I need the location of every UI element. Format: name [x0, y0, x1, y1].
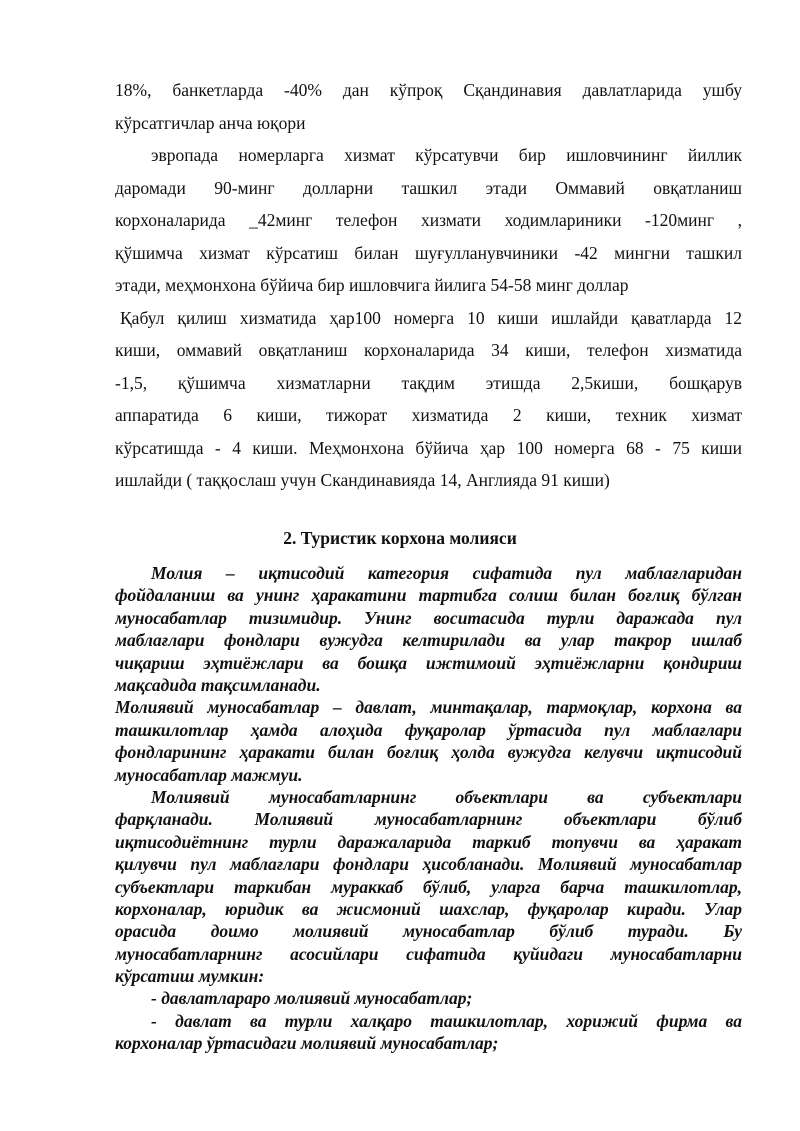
text-line: чиқариш эҳтиёжлари ва бошқа ижтимоий эҳтиёжларни қондириш: [115, 652, 742, 673]
text-line: кўрсатгичлар анча юқори: [115, 112, 306, 133]
text-line: иқтисодиётнинг турли даражаларида таркиб топувчи ва ҳаракат: [115, 831, 742, 852]
intro-paragraph: [115, 74, 742, 497]
text-line: 18%, банкетларда -40% дан кўпроқ Сқандинавия давлатларида ушбу: [115, 80, 742, 100]
text-line: фойдаланиш ва унинг ҳаракатини тартибга солиш билан боғлиқ бўлган: [115, 585, 742, 606]
text-line: муносабатлар тизимидир. Унинг воситасида турли даражада пул: [115, 607, 742, 628]
text-line: корхоналарида _42минг телефон хизмати ходимлариники -120минг ,: [115, 210, 742, 230]
text-line: мақсадида тақсимланади.: [115, 674, 321, 695]
text-line: аппаратида 6 киши, тижорат хизматида 2 киши, техник хизмат: [115, 405, 742, 425]
text-line: субъектлари таркибан мураккаб бўлиб, уларга барча ташкилотлар,: [115, 876, 742, 897]
text-line: фарқланади. Молиявий муносабатларнинг объектлари бўлиб: [115, 809, 742, 830]
text-line: этади, меҳмонхона бўйича бир ишловчига йилига 54-58 минг доллар: [115, 275, 629, 295]
text-line: қилувчи пул маблағлари фондлари ҳисобланади. Молиявий муносабатлар: [115, 854, 742, 875]
text-line: корхоналар ўртасидаги молиявий муносабатлар;: [115, 1033, 499, 1054]
text-line: ишлайди ( таққослаш учун Скандинавияда 14, Англияда 91 киши): [115, 470, 610, 490]
text-line: муносабатларнинг асосийлари сифатида қуйидаги муносабатларни: [115, 943, 742, 964]
section-body: [115, 562, 742, 1055]
section-heading: 2. Туристик корхона молияси: [283, 528, 517, 548]
text-line: Молиявий муносабатларнинг объектлари ва субъектлари: [151, 786, 742, 807]
list-item: - давлатлараро молиявий муносабатлар;: [151, 988, 473, 1009]
list-item: - давлат ва турли халқаро ташкилотлар, хорижий фирма ва: [151, 1010, 742, 1031]
text-line: Молиявий муносабатлар – давлат, минтақалар, тармоқлар, корхона ва: [115, 697, 742, 718]
text-line: муносабатлар мажмуи.: [115, 764, 303, 785]
text-line: кўрсатиш мумкин:: [115, 966, 265, 987]
text-line: фондларининг ҳаракати билан боғлиқ ҳолда вужудга келувчи иқтисодий: [115, 742, 742, 763]
text-line: Молия – иқтисодий категория сифатида пул маблағларидан: [151, 563, 742, 583]
text-line: корхоналар, юридик ва жисмоний шахслар, фуқаролар киради. Улар: [115, 898, 742, 919]
text-line: кўрсатишда - 4 киши. Меҳмонхона бўйича ҳар 100 номерга 68 - 75 киши: [115, 437, 742, 458]
text-line: даромади 90-минг долларни ташкил этади Оммавий овқатланиш: [115, 177, 742, 198]
text-line: Қабул қилиш хизматида ҳар100 номерга 10 киши ишлайди қаватларда 12: [120, 307, 742, 328]
text-line: киши, оммавий овқатланиш корхоналарида 34 киши, телефон хизматида: [115, 340, 742, 360]
text-line: қўшимча хизмат кўрсатиш билан шуғулланувчиники -42 мингни ташкил: [115, 242, 742, 263]
text-line: орасида доимо молиявий муносабатлар бўлиб туради. Бу: [115, 921, 742, 942]
text-line: ташкилотлар ҳамда алоҳида фуқаролар ўртасида пул маблағлари: [115, 719, 742, 740]
text-line: -1,5, қўшимча хизматларни тақдим этишда 2,5киши, бошқарув: [115, 372, 742, 393]
text-line: эвропада номерларга хизмат кўрсатувчи бир ишловчининг йиллик: [151, 145, 742, 165]
text-line: маблағлари фондлари вужудга келтирилади ва улар такрор ишлаб: [115, 630, 742, 651]
